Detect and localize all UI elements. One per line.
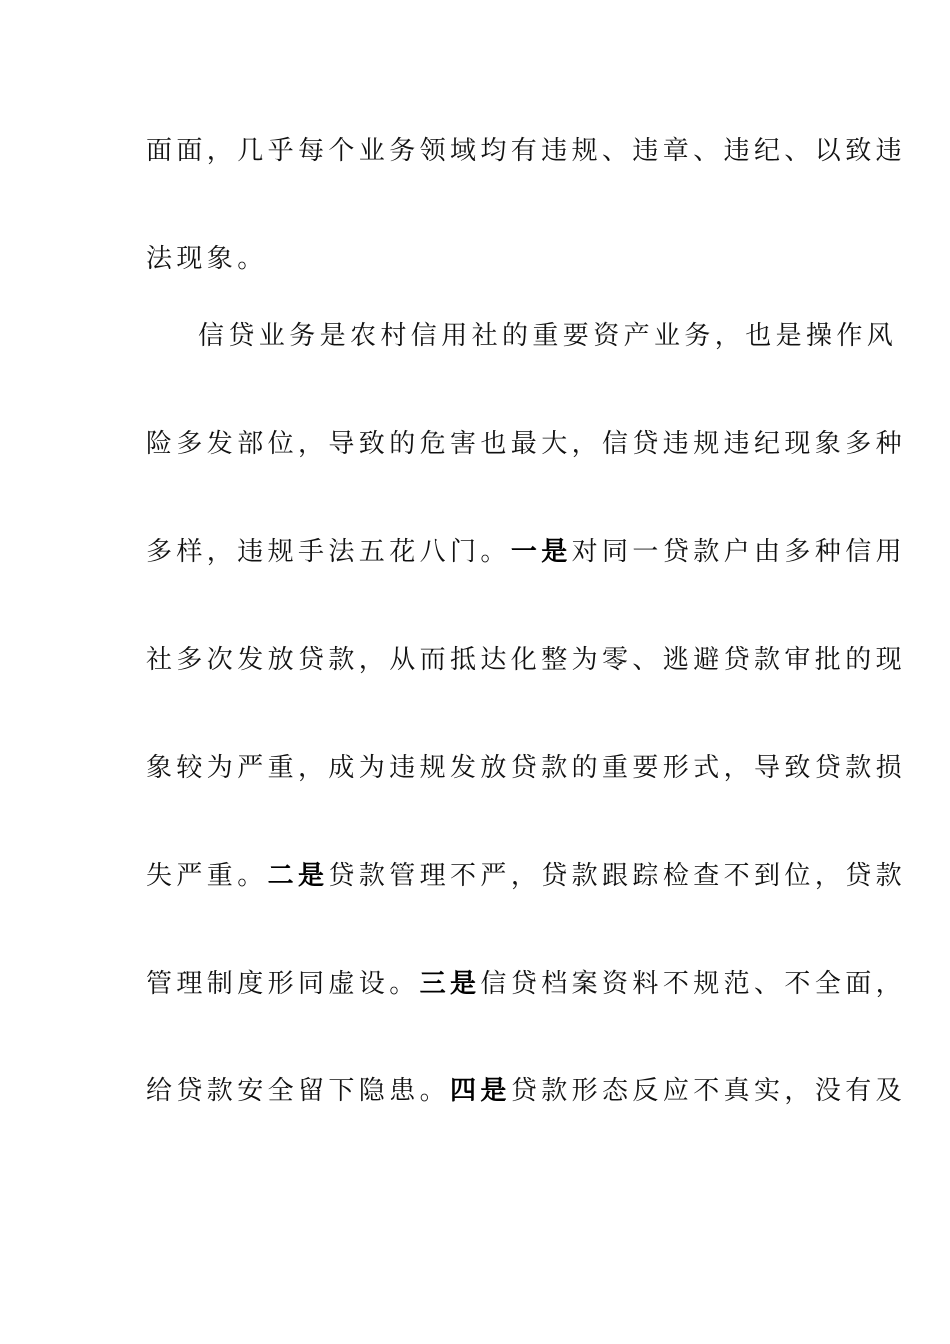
text-run: 多样，违规手法五花八门。 — [146, 537, 511, 567]
text-run: 社多次发放贷款，从而抵达化整为零、逃避贷款审批的现 — [146, 645, 907, 675]
text-line — [146, 131, 907, 171]
text-run: 象较为严重，成为违规发放贷款的重要形式，导致贷款损 — [146, 753, 907, 783]
text-line — [146, 640, 907, 680]
bold-marker-text: 一是 — [510, 537, 572, 567]
bold-marker-text: 三是 — [419, 969, 481, 999]
text-line — [146, 424, 907, 464]
bold-marker-text: 二是 — [267, 861, 329, 891]
text-run: 信贷档案资料不规范、不全面， — [480, 969, 907, 999]
bold-marker-text: 四是 — [450, 1076, 511, 1106]
text-run: 给贷款安全留下隐患。 — [146, 1076, 451, 1106]
text-run: 贷款形态反应不真实，没有及 — [510, 1076, 907, 1106]
text-run: 险多发部位，导致的危害也最大，信贷违规违纪现象多种 — [146, 429, 907, 459]
text-run: 管理制度形同虚设。 — [146, 969, 420, 999]
text-line — [146, 239, 786, 279]
text-line — [146, 748, 907, 788]
text-line — [146, 532, 907, 572]
text-run: 面面，几乎每个业务领域均有违规、违章、违纪、以致违 — [146, 136, 907, 166]
paragraph-first-line — [198, 316, 898, 356]
text-run: 对同一贷款户由多种信用 — [571, 537, 907, 567]
text-run: 法现象。 — [146, 244, 268, 274]
text-run: 失严重。 — [146, 861, 268, 891]
text-line — [146, 964, 907, 1004]
text-line — [146, 856, 907, 896]
text-run: 信贷业务是农村信用社的重要资产业务，也是操作风 — [198, 321, 898, 351]
text-line — [146, 1071, 907, 1111]
text-run: 贷款管理不严，贷款跟踪检查不到位，贷款 — [328, 861, 907, 891]
